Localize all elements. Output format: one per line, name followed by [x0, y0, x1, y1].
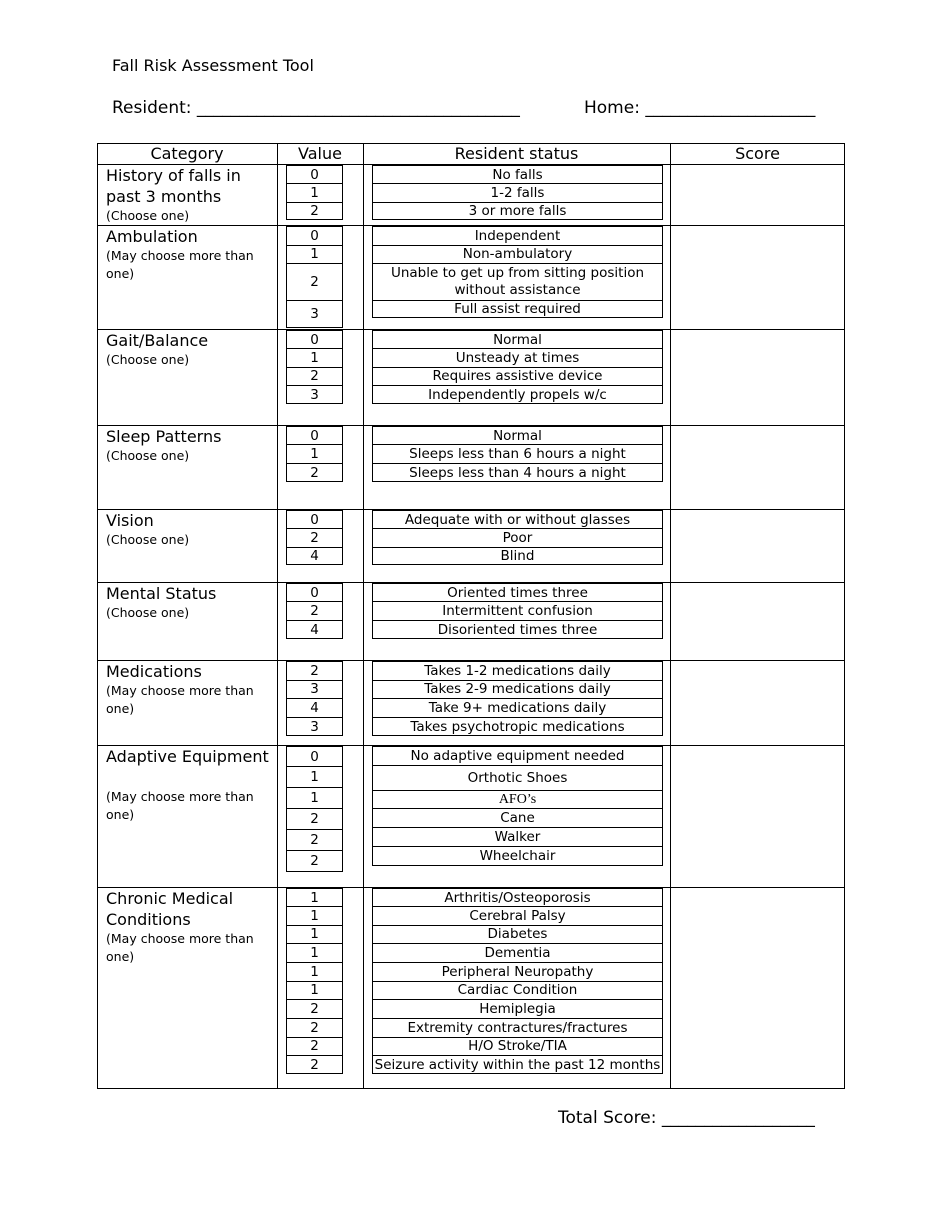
value-cell[interactable]: 1	[287, 962, 342, 981]
status-cell: No adaptive equipment needed	[410, 748, 625, 764]
value-cell[interactable]: 2	[287, 829, 342, 850]
status-box	[372, 226, 663, 318]
status-cell: Cardiac Condition	[373, 981, 662, 999]
value-cell[interactable]: 2	[287, 202, 342, 220]
status-cell: Diabetes	[373, 925, 662, 943]
status-box	[372, 330, 663, 404]
status-cell: Peripheral Neuropathy	[373, 962, 662, 981]
category-title: History of falls in past 3 months	[106, 166, 241, 206]
category-note: (Choose one)	[106, 605, 190, 620]
status-cell: No falls	[492, 166, 543, 183]
status-cell: Intermittent confusion	[373, 601, 662, 620]
status-box	[372, 661, 663, 736]
value-cell[interactable]: 1	[287, 943, 342, 962]
status-cell: Wheelchair	[373, 846, 662, 866]
value-cell[interactable]: 1	[287, 787, 342, 808]
value-cell[interactable]: 2	[310, 663, 319, 679]
value-cell[interactable]: 1	[287, 766, 342, 787]
value-cell[interactable]: 3	[287, 717, 342, 736]
value-cell[interactable]: 3	[287, 300, 342, 328]
value-box	[286, 746, 343, 872]
status-cell: Sleeps less than 4 hours a night	[373, 463, 662, 482]
status-cell: Orthotic Shoes	[373, 765, 662, 790]
status-box	[372, 746, 663, 866]
status-cell: Hemiplegia	[373, 999, 662, 1018]
value-cell[interactable]: 2	[287, 808, 342, 829]
value-cell[interactable]: 2	[287, 850, 342, 872]
status-cell: AFO’s	[373, 790, 662, 808]
status-cell: Cerebral Palsy	[373, 906, 662, 925]
home-field[interactable]: Home: ____________________	[584, 98, 816, 118]
category-title: Adaptive Equipment	[106, 747, 269, 766]
category-note: (May choose more than one)	[106, 789, 254, 822]
value-cell[interactable]: 0	[310, 748, 319, 765]
status-cell: 3 or more falls	[373, 202, 662, 220]
value-cell[interactable]: 1	[287, 245, 342, 263]
category-note: (May choose more than one)	[106, 248, 254, 281]
status-cell: Normal	[493, 427, 542, 444]
score-cell[interactable]	[671, 746, 844, 887]
category-note: (May choose more than one)	[106, 931, 254, 964]
status-box	[372, 510, 663, 565]
score-cell[interactable]	[671, 888, 844, 1088]
column-divider	[363, 143, 364, 1089]
category-title: Sleep Patterns	[106, 427, 222, 446]
status-cell: Dementia	[373, 943, 662, 962]
value-cell[interactable]: 0	[310, 228, 319, 244]
value-cell[interactable]: 1	[287, 183, 342, 202]
score-cell[interactable]	[671, 583, 844, 660]
value-cell[interactable]: 1	[287, 906, 342, 925]
resident-field[interactable]: Resident: ______________________________________	[112, 98, 520, 118]
total-score-field[interactable]: Total Score: __________________	[558, 1108, 815, 1128]
category-title: Ambulation	[106, 227, 198, 246]
value-cell[interactable]: 2	[287, 999, 342, 1018]
category-note: (Choose one)	[106, 448, 190, 463]
status-cell: Independently propels w/c	[373, 385, 662, 404]
status-cell: Full assist required	[373, 300, 662, 318]
value-cell[interactable]: 3	[287, 385, 342, 404]
score-cell[interactable]	[671, 426, 844, 509]
score-cell[interactable]	[671, 165, 844, 225]
status-cell: Unable to get up from sitting position without assistance	[373, 263, 662, 300]
value-cell[interactable]: 0	[310, 427, 319, 444]
value-box	[286, 426, 343, 482]
value-box	[286, 165, 343, 220]
category-title: Gait/Balance	[106, 331, 209, 350]
status-cell: Disoriented times three	[373, 620, 662, 639]
value-cell[interactable]: 1	[287, 348, 342, 367]
value-box	[286, 330, 343, 404]
value-box	[286, 510, 343, 565]
status-cell: Non-ambulatory	[373, 245, 662, 263]
value-cell[interactable]: 1	[287, 444, 342, 463]
value-box	[286, 583, 343, 639]
status-cell: Arthritis/Osteoporosis	[444, 889, 591, 906]
value-cell[interactable]: 0	[310, 511, 319, 528]
value-cell[interactable]: 2	[287, 601, 342, 620]
status-cell: Blind	[373, 547, 662, 565]
status-cell: Sleeps less than 6 hours a night	[373, 444, 662, 463]
status-cell: Takes 1-2 medications daily	[424, 663, 611, 679]
value-cell[interactable]: 4	[287, 620, 342, 639]
status-box	[372, 426, 663, 482]
score-cell[interactable]	[671, 661, 844, 745]
status-cell: Adequate with or without glasses	[404, 511, 631, 528]
category-note: (Choose one)	[106, 352, 190, 367]
value-cell[interactable]: 0	[310, 584, 319, 601]
value-cell[interactable]: 2	[287, 1037, 342, 1055]
value-cell[interactable]: 1	[287, 981, 342, 999]
value-box	[286, 888, 343, 1074]
value-cell[interactable]: 2	[287, 263, 342, 300]
column-header-value: Value	[298, 144, 342, 163]
status-cell: Seizure activity within the past 12 months	[374, 1056, 661, 1073]
status-cell: H/O Stroke/TIA	[373, 1037, 662, 1055]
category-title: Mental Status	[106, 584, 217, 603]
value-box	[286, 226, 343, 328]
status-cell: Requires assistive device	[373, 367, 662, 385]
status-cell: Poor	[373, 528, 662, 547]
column-header-status: Resident status	[454, 144, 579, 163]
value-box	[286, 661, 343, 736]
score-cell[interactable]	[671, 510, 844, 582]
status-cell: Takes psychotropic medications	[373, 717, 662, 736]
category-title: Chronic Medical Conditions	[106, 889, 234, 929]
value-cell[interactable]: 4	[287, 698, 342, 717]
category-note: (May choose more than one)	[106, 683, 254, 716]
status-cell: Unsteady at times	[373, 348, 662, 367]
value-cell[interactable]: 2	[287, 1055, 342, 1074]
score-cell[interactable]	[671, 330, 844, 425]
status-cell: Independent	[474, 228, 561, 244]
category-title: Medications	[106, 662, 202, 681]
status-cell: Walker	[373, 827, 662, 846]
status-cell: Take 9+ medications daily	[373, 698, 662, 717]
value-cell[interactable]: 2	[287, 463, 342, 482]
status-cell: 1-2 falls	[373, 183, 662, 202]
value-cell[interactable]: 0	[310, 166, 319, 183]
column-divider	[277, 143, 278, 1089]
category-note: (Choose one)	[106, 532, 190, 547]
status-box	[372, 165, 663, 220]
status-box	[372, 888, 663, 1074]
column-header-score: Score	[735, 144, 780, 163]
score-cell[interactable]	[671, 226, 844, 329]
status-cell: Takes 2-9 medications daily	[373, 680, 662, 698]
value-cell[interactable]: 3	[287, 680, 342, 698]
status-cell: Cane	[373, 808, 662, 827]
category-note: (Choose one)	[106, 208, 190, 223]
status-cell: Oriented times three	[447, 584, 588, 601]
value-cell[interactable]: 1	[310, 889, 319, 906]
status-box	[372, 583, 663, 639]
value-cell[interactable]: 0	[310, 331, 319, 348]
value-cell[interactable]: 2	[287, 367, 342, 385]
value-cell[interactable]: 1	[287, 925, 342, 943]
status-cell: Extremity contractures/fractures	[373, 1018, 662, 1037]
form-title: Fall Risk Assessment Tool	[112, 56, 314, 75]
category-title: Vision	[106, 511, 154, 530]
value-cell[interactable]: 2	[287, 1018, 342, 1037]
value-cell[interactable]: 4	[287, 547, 342, 565]
value-cell[interactable]: 2	[287, 528, 342, 547]
column-header-category: Category	[150, 144, 224, 163]
status-cell: Normal	[493, 331, 542, 348]
